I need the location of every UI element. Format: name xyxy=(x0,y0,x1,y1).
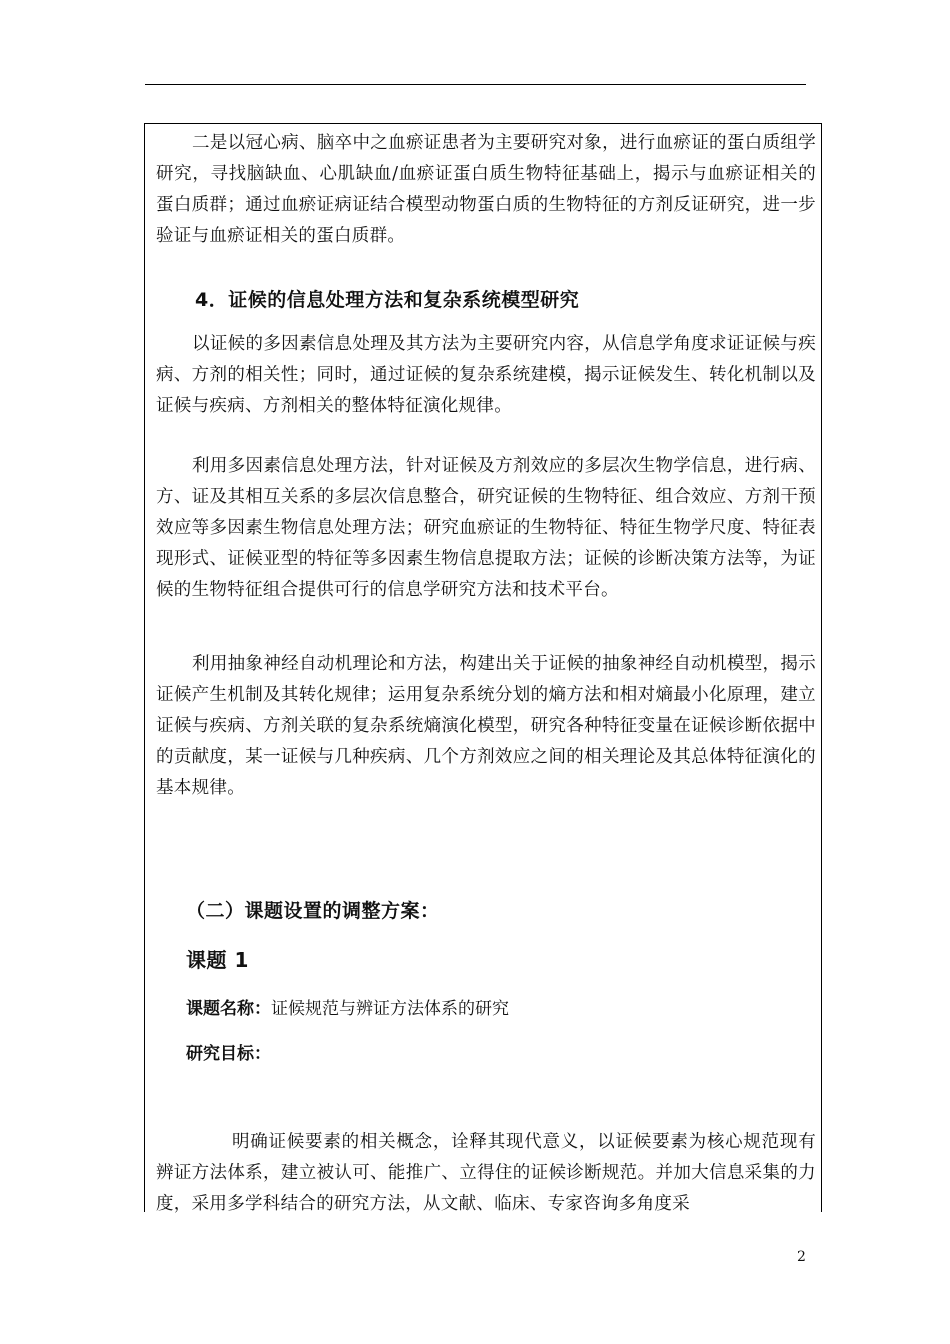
page-number: 2 xyxy=(797,1249,806,1265)
paragraph-goal: 明确证候要素的相关概念，诠释其现代意义，以证候要素为核心规范现有辨证方法体系，建立被认可、能推广、立得住的证候诊断规范。并加大信息采集的力度，采用多学科结合的研究方法，从文献、临床、专家咨询多角度采 xyxy=(156,1132,816,1214)
paragraph-multifactor: 利用多因素信息处理方法，针对证候及方剂效应的多层次生物学信息，进行病、方、证及其相互关系的多层次信息整合，研究证候的生物特征、组合效应、方剂干预效应等多因素生物信息处理方法；研究血瘀证的生物特征、特征生物学尺度、特征表现形式、证候亚型的特征等多因素生物信息提取方法；证候的诊断决策方法等，为证候的生物特征组合提供可行的信息学研究方法和技术平台。 xyxy=(156,456,816,600)
section-4-heading: 4．证候的信息处理方法和复杂系统模型研究 xyxy=(195,289,580,311)
paragraph-neural-automata: 利用抽象神经自动机理论和方法，构建出关于证候的抽象神经自动机模型，揭示证候产生机制及其转化规律；运用复杂系统分划的熵方法和相对熵最小化原理，建立证候与疾病、方剂关联的复杂系统熵演化模型，研究各种特征变量在证候诊断依据中的贡献度，某一证候与几种疾病、几个方剂效应之间的相关理论及其总体特征演化的基本规律。 xyxy=(156,654,816,798)
project-name-value: 证候规范与辨证方法体系的研究 xyxy=(271,999,509,1019)
project-goal-line xyxy=(186,1039,271,1064)
paragraph-info-processing: 以证候的多因素信息处理及其方法为主要研究内容，从信息学角度求证证候与疾病、方剂的相关性；同时，通过证候的复杂系统建模，揭示证候发生、转化机制以及证候与疾病、方剂相关的整体特征演化规律。 xyxy=(156,334,816,416)
header-rule xyxy=(145,84,806,85)
paragraph-proteomics: 二是以冠心病、脑卒中之血瘀证患者为主要研究对象，进行血瘀证的蛋白质组学研究，寻找脑缺血、心肌缺血/血瘀证蛋白质生物特征基础上，揭示与血瘀证相关的蛋白质群；通过血瘀证病证结合模型动物蛋白质的生物特征的方剂反证研究，进一步验证与血瘀证相关的蛋白质群。 xyxy=(156,133,816,246)
project-goal-label: 研究目标： xyxy=(186,1044,271,1064)
project-name-line xyxy=(186,994,509,1019)
section-2-heading: （二）课题设置的调整方案： xyxy=(186,900,440,922)
project-heading: 课题 1 xyxy=(186,948,249,972)
project-name-label: 课题名称： xyxy=(186,999,271,1019)
